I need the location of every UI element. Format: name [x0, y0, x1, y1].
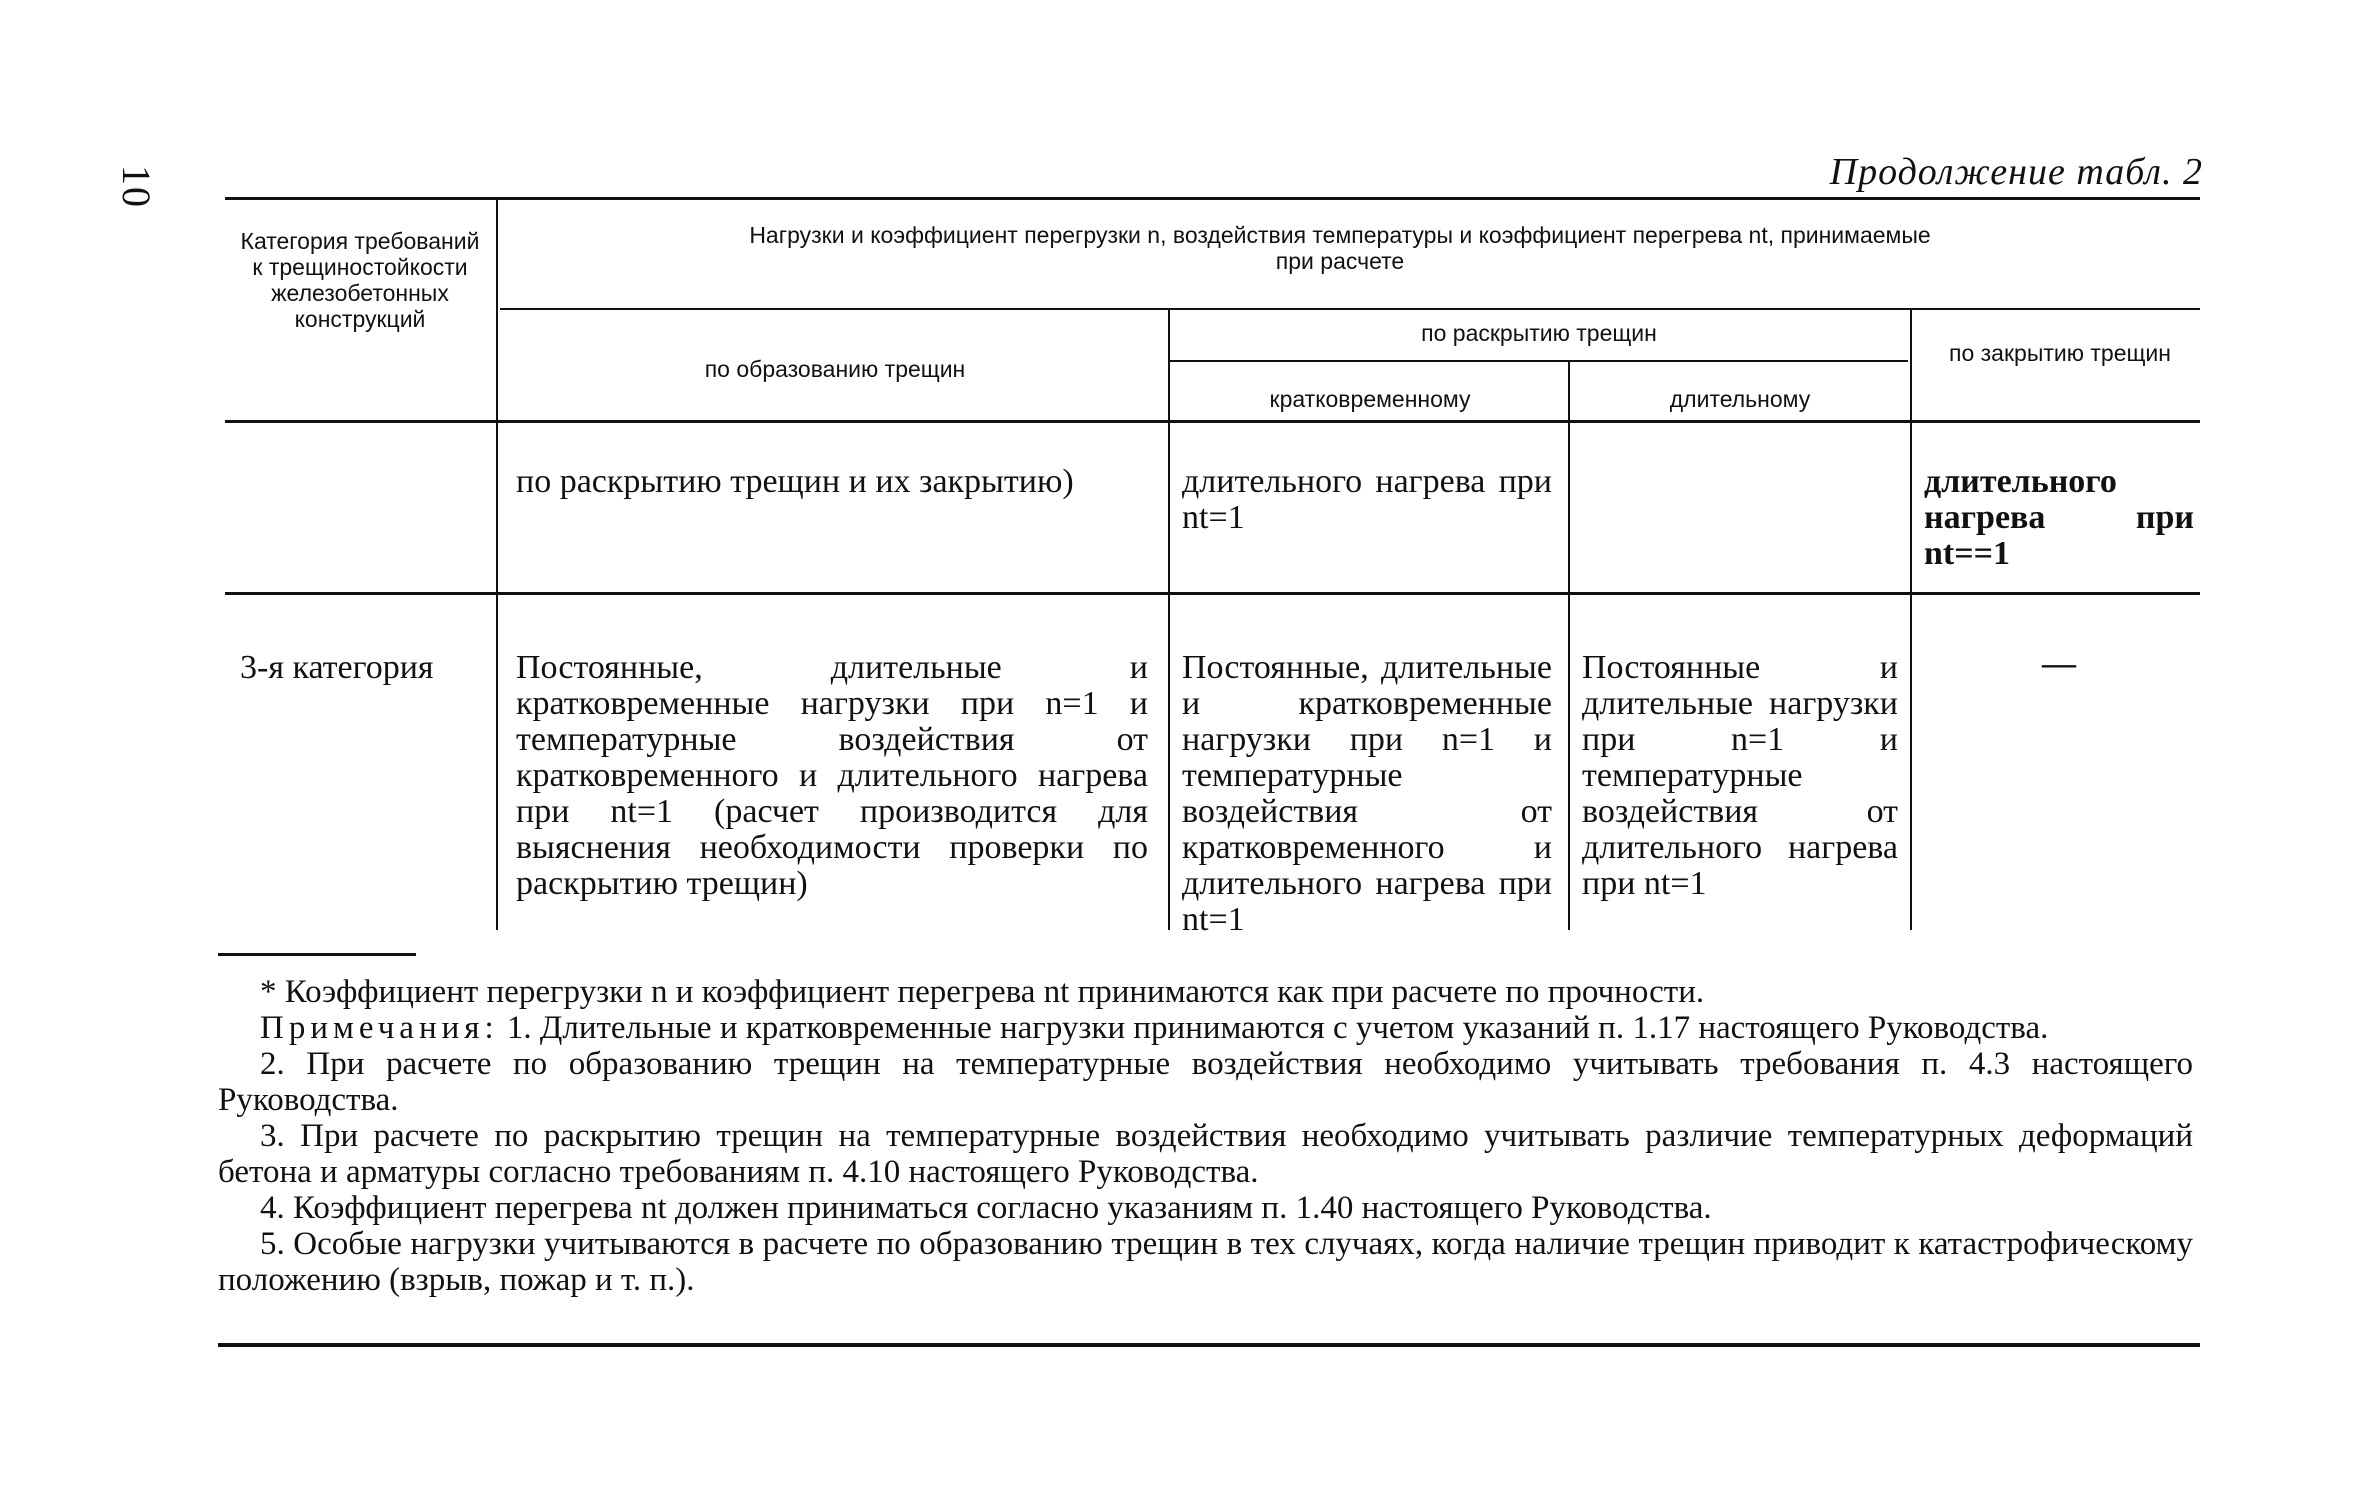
row1-formation: по раскрытию трещин и их закрытию)	[516, 463, 1074, 500]
header-bottom-rule	[225, 420, 2200, 423]
col-divider-formation	[1168, 310, 1170, 930]
notes-block	[218, 974, 2193, 1298]
row1-short-term: длительного нагрева при nt=1	[1182, 463, 1552, 536]
row2-short-term: Постоянные, длительные и кратковременные нагрузки при n=1 и температурные воздействия от кратковременного и длительного нагрева при nt=1	[1182, 649, 1552, 938]
header-loads: Нагрузки и коэффициент перегрузки n, воздействия температуры и коэффициент перегрева nt, принимаемые при расчете	[749, 222, 1931, 274]
header-long-term: длительному	[1669, 386, 1811, 412]
row1-closing: длительного нагрева при nt==1	[1924, 463, 2194, 572]
note-1-text: 1. Длительные и кратковременные нагрузки принимаются с учетом указаний п. 1.17 настоящего Руководства.	[506, 1010, 2049, 1046]
table-bottom-rule	[218, 1343, 2200, 1347]
table-continuation-caption: Продолжение табл. 2	[1829, 151, 2203, 193]
note-2: 2. При расчете по образованию трещин на температурные воздействия необходимо учитывать требования п. 4.3 настоящего Руководства.	[218, 1046, 2193, 1118]
header-category: Категория требований к трещиностойкости железобетонных конструкций	[240, 228, 480, 332]
row2-long-term: Постоянные и длительные нагрузки при n=1 и температурные воздействия от длительного нагрева при nt=1	[1582, 649, 1898, 902]
notes-label: Примечания:	[260, 1010, 499, 1046]
col-divider-closing	[1910, 310, 1912, 930]
footnote-separator	[218, 953, 416, 956]
note-4: 4. Коэффициент перегрева nt должен приниматься согласно указаниям п. 1.40 настоящего Руководства.	[260, 1190, 1712, 1226]
note-3: 3. При расчете по раскрытию трещин на температурные воздействия необходимо учитывать различие температурных деформаций бетона и арматуры согласно требованиям п. 4.10 настоящего Руководства.	[218, 1118, 2193, 1190]
header-closing: по закрытию трещин	[1949, 340, 2171, 366]
header-opening: по раскрытию трещин	[1421, 320, 1657, 346]
row-separator-rule	[225, 592, 2200, 595]
row2-formation: Постоянные, длительные и кратковременные нагрузки при n=1 и температурные воздействия от кратковременного и длительного нагрева при nt=1 (расчет производится для выяснения необходимости проверки по раскрытию трещин)	[516, 649, 1148, 902]
table-top-rule	[225, 197, 2200, 200]
col-divider-opening	[1568, 360, 1570, 930]
footnote-text: * Коэффициент перегрузки n и коэффициент перегрева nt принимаются как при расчете по прочности.	[260, 974, 1705, 1010]
opening-sub-rule	[1170, 360, 1908, 362]
note-5: 5. Особые нагрузки учитываются в расчете по образованию трещин в тех случаях, когда наличие трещин приводит к катастрофическому положению (взрыв, пожар и т. п.).	[218, 1226, 2193, 1298]
note-1	[218, 1010, 2193, 1046]
page-number: 10	[114, 165, 159, 209]
row2-category: 3-я категория	[240, 649, 434, 686]
col-divider-category	[496, 200, 498, 930]
header-sub-rule	[500, 308, 2200, 310]
row2-closing-dash: —	[2042, 645, 2076, 682]
header-short-term: кратковременному	[1269, 386, 1471, 412]
header-formation: по образованию трещин	[704, 356, 966, 382]
